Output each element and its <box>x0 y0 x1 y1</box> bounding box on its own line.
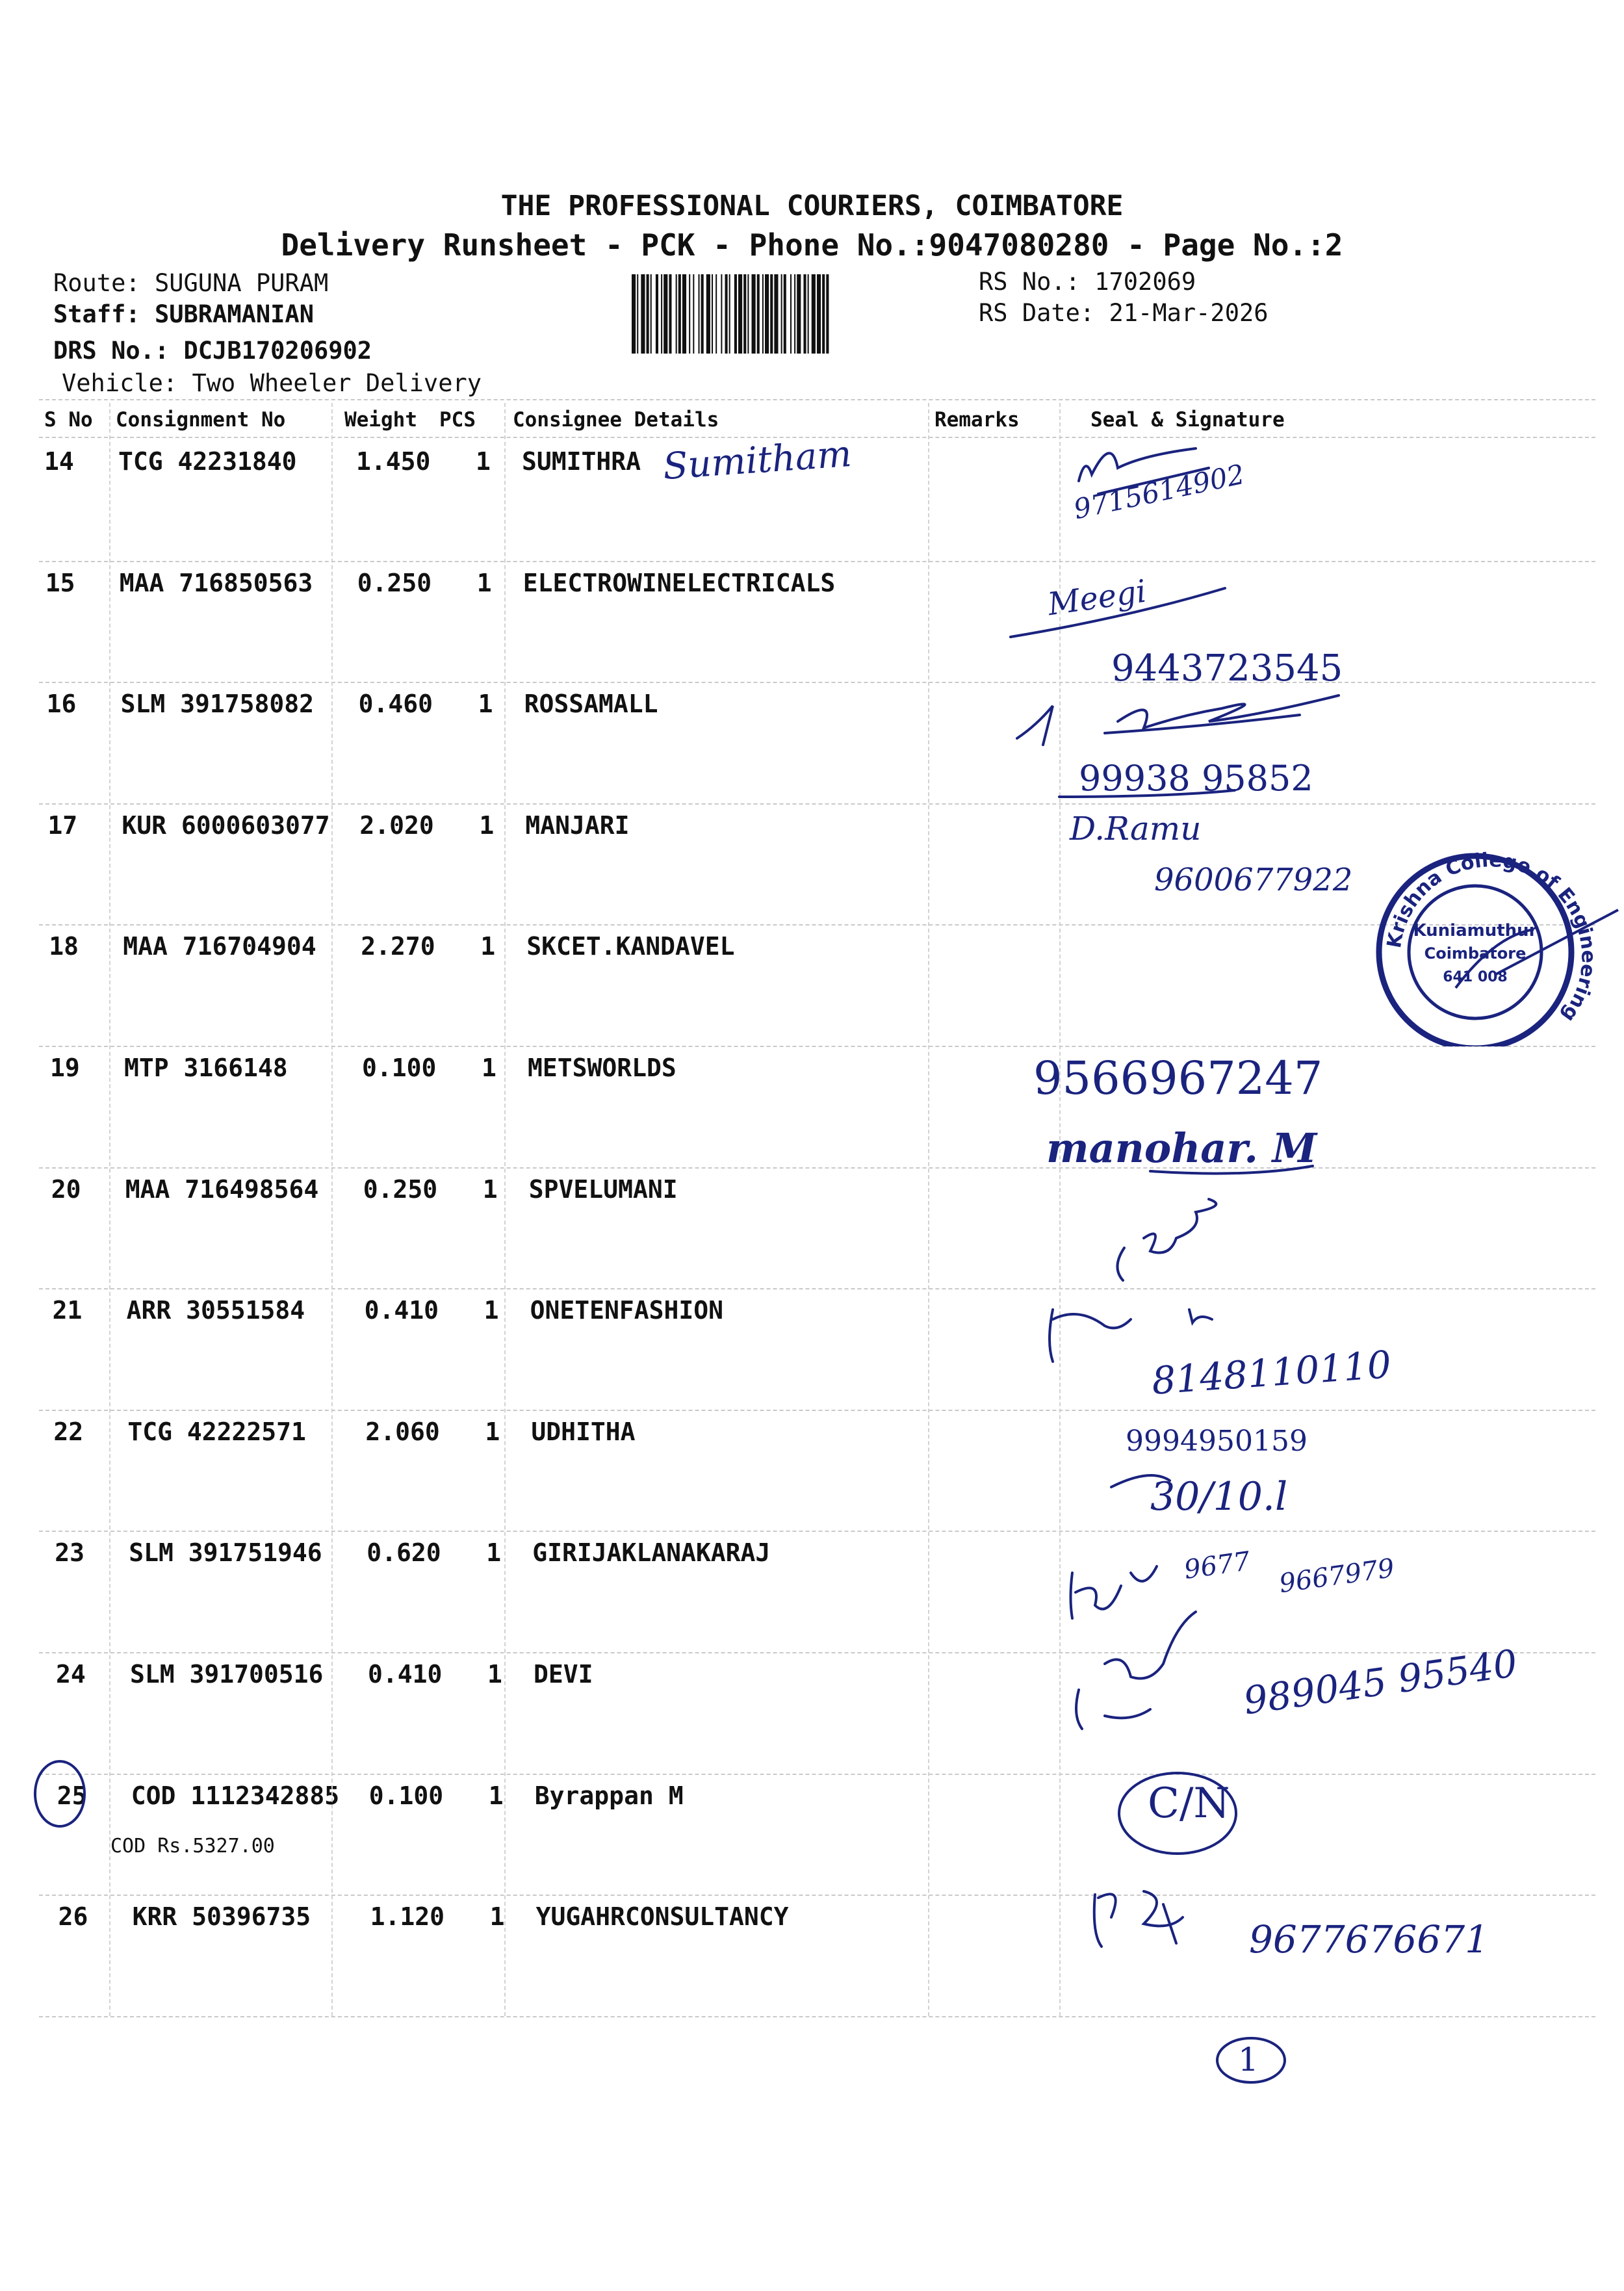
row-weight: 0.410 <box>368 1660 443 1689</box>
row-weight: 0.100 <box>362 1054 437 1082</box>
row-sno: 14 <box>44 447 74 476</box>
staff-label: Staff: <box>53 300 140 328</box>
row-weight: 0.410 <box>364 1296 439 1325</box>
signature-stroke <box>1076 1612 1196 1729</box>
handwritten-phone: 9443723545 <box>1111 647 1343 690</box>
row-pcs: 1 <box>486 1538 502 1568</box>
row-consignee: ONETENFASHION <box>530 1296 724 1325</box>
institution-stamp <box>1365 838 1621 1046</box>
signature-stroke <box>1071 1566 1157 1618</box>
row-consignment-no: SLM 391758082 <box>120 690 315 719</box>
row-sno: 25 <box>57 1781 87 1810</box>
col-consignee: Consignee Details <box>513 408 719 432</box>
row-cod-note: COD Rs.5327.00 <box>110 1834 275 1857</box>
row-consignee: METSWORLDS <box>528 1054 677 1082</box>
runsheet-subtitle: Delivery Runsheet - PCK - Phone No.:9047080280 - Page No.:2 <box>281 227 1343 263</box>
sno-circle <box>35 1761 84 1826</box>
col-signature: Seal & Signature <box>1090 408 1285 432</box>
row-consignee: ROSSAMALL <box>524 690 658 719</box>
row-sno: 20 <box>51 1174 81 1204</box>
col-remarks: Remarks <box>934 408 1020 432</box>
row-weight: 0.250 <box>357 568 432 597</box>
handwritten-phone: 99938 95852 <box>1079 758 1313 799</box>
row-consignment-no: SLM 391751946 <box>129 1538 322 1568</box>
handwritten-page-mark: 1 <box>1238 2041 1259 2078</box>
row-sno: 15 <box>45 568 75 597</box>
row-weight: 1.450 <box>356 447 431 476</box>
row-sno: 21 <box>52 1296 83 1325</box>
row-pcs: 1 <box>483 1296 499 1325</box>
row-pcs: 1 <box>476 568 492 597</box>
row-consignee: ELECTROWINELECTRICALS <box>522 568 836 597</box>
row-weight: 1.120 <box>370 1902 445 1932</box>
handwritten-phone: 9667979 <box>1277 1553 1397 1599</box>
row-consignee: SUMITHRA <box>522 447 641 476</box>
vehicle-value: Two Wheeler Delivery <box>192 369 482 397</box>
row-sno: 26 <box>58 1902 88 1932</box>
row-consignment-no: TCG 42222571 <box>127 1417 306 1446</box>
signature-stroke <box>1111 1475 1170 1487</box>
row-pcs: 1 <box>488 1781 504 1810</box>
row-weight: 2.270 <box>361 932 435 961</box>
row-consignment-no: MAA 716498564 <box>125 1174 319 1204</box>
row-weight: 2.020 <box>359 810 434 840</box>
row-sno: 17 <box>47 810 78 840</box>
stamp-line: Coimbatore <box>1424 944 1527 963</box>
row-consignment-no: MAA 716850563 <box>119 568 313 597</box>
row-pcs: 1 <box>485 1417 500 1446</box>
handwritten-signature: 30/10.l <box>1150 1474 1288 1520</box>
row-pcs: 1 <box>480 932 496 961</box>
handwritten-signature: manohar. M <box>1046 1124 1317 1172</box>
signature-stroke <box>1011 588 1225 637</box>
row-weight: 0.460 <box>358 690 433 719</box>
row-weight: 0.250 <box>363 1174 438 1204</box>
rs-no-value: 1702069 <box>1094 268 1196 296</box>
signature-stroke <box>1017 695 1339 745</box>
staff-value: SUBRAMANIAN <box>154 300 314 328</box>
company-title: THE PROFESSIONAL COURIERS, COIMBATORE <box>500 190 1124 222</box>
row-sno: 23 <box>55 1538 84 1568</box>
row-pcs: 1 <box>482 1054 496 1082</box>
row-consignment-no: KUR 6000603077 <box>122 810 330 840</box>
signature-stroke <box>1079 448 1209 494</box>
row-pcs: 1 <box>482 1174 498 1204</box>
row-consignee: SKCET.KANDAVEL <box>526 932 735 961</box>
handwritten-phone: 8148110110 <box>1150 1342 1393 1403</box>
handwritten-phone: 9677676671 <box>1249 1917 1489 1961</box>
row-consignee: SPVELUMANI <box>528 1174 678 1204</box>
drs-value: DCJB170206902 <box>183 337 372 365</box>
stamp-outer-text: Krishna College of Engineering <box>1382 849 1600 1026</box>
row-consignee: GIRIJAKLANAKARAJ <box>532 1538 771 1568</box>
row-sno: 19 <box>50 1054 80 1082</box>
row-consignment-no: MTP 3166148 <box>124 1054 288 1082</box>
stamp-line: Kuniamuthur <box>1413 921 1538 940</box>
page-mark-circle <box>1217 2038 1285 2082</box>
row-consignment-no: ARR 30551584 <box>126 1296 305 1325</box>
row-pcs: 1 <box>489 1902 505 1932</box>
row-consignee: MANJARI <box>525 810 630 840</box>
row-consignment-no: TCG 42231840 <box>118 447 297 476</box>
row-consignment-no: MAA 716704904 <box>123 932 316 961</box>
row-consignment-no: SLM 391700516 <box>130 1660 324 1689</box>
row-consignment-no: COD 1112342885 <box>131 1781 340 1810</box>
handwritten-phone: 9994950159 <box>1126 1425 1308 1458</box>
handwritten-phone: 9715614902 <box>1070 458 1248 526</box>
row-pcs: 1 <box>476 447 491 476</box>
rs-date-value: 21-Mar-2026 <box>1109 299 1269 327</box>
signature-stroke <box>1094 1891 1183 1947</box>
row-consignee: Byrappan M <box>534 1781 684 1810</box>
handwritten-cn: C/N <box>1148 1780 1230 1828</box>
row-sno: 16 <box>46 690 77 719</box>
handwritten-signature: D.Ramu <box>1070 810 1202 848</box>
stamp-line: 641 008 <box>1443 969 1508 985</box>
col-pcs: PCS <box>439 408 476 432</box>
row-sno: 18 <box>49 932 79 961</box>
handwritten-phone: 9566967247 <box>1033 1052 1323 1105</box>
row-weight: 2.060 <box>365 1417 440 1446</box>
row-pcs: 1 <box>478 690 493 719</box>
row-consignee: DEVI <box>534 1660 593 1689</box>
row-consignment-no: KRR 50396735 <box>132 1902 311 1932</box>
row-pcs: 1 <box>479 810 495 840</box>
col-weight: Weight <box>344 408 417 432</box>
col-sno: S No <box>44 408 93 432</box>
handwritten-phone: 9677 <box>1182 1546 1252 1585</box>
drs-label: DRS No.: <box>53 337 170 365</box>
vehicle-label: Vehicle: <box>62 369 178 397</box>
signature-stroke <box>1059 790 1235 797</box>
signature-stroke <box>1117 1199 1216 1280</box>
row-consignee: UDHITHA <box>531 1417 636 1446</box>
rs-date-label: RS Date: <box>979 299 1095 327</box>
route-label: Route: <box>53 269 140 297</box>
cn-circle <box>1119 1773 1236 1854</box>
row-consignee: YUGAHRCONSULTANCY <box>535 1902 789 1932</box>
col-consignment: Consignment No <box>116 408 286 432</box>
handwritten-signature: Meegi <box>1045 573 1149 623</box>
handwritten-phone: 9600677922 <box>1154 862 1353 898</box>
handwritten-name: Sumitham <box>662 432 853 489</box>
signature-stroke <box>1150 1166 1313 1174</box>
row-sno: 24 <box>56 1660 86 1689</box>
route-value: SUGUNA PURAM <box>154 269 329 297</box>
row-sno: 22 <box>53 1417 84 1446</box>
row-weight: 0.620 <box>367 1538 441 1568</box>
rs-no-label: RS No.: <box>979 268 1080 296</box>
handwritten-phone: 989045 95540 <box>1241 1640 1521 1724</box>
row-pcs: 1 <box>487 1660 502 1689</box>
signature-stroke <box>1050 1310 1212 1362</box>
row-weight: 0.100 <box>368 1781 444 1810</box>
